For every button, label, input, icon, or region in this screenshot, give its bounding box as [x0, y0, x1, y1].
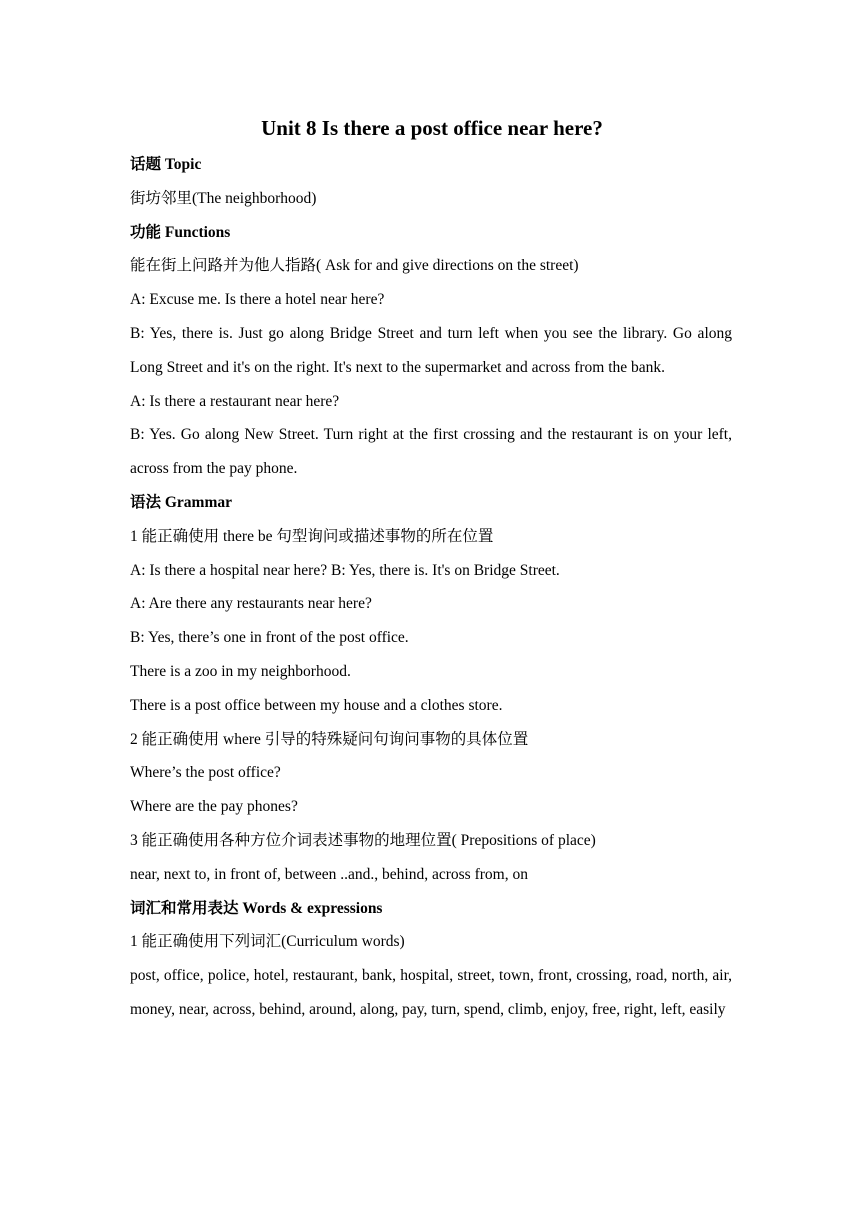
- topic-text: 街坊邻里(The neighborhood): [130, 189, 317, 207]
- grammar-example: Where’s the post office?: [130, 764, 281, 782]
- dialog-line: B: Yes. Go along New Street. Turn right at the first crossing and the restaurant is on your left, across from the pay phone.: [130, 426, 732, 478]
- dialog-line: A: Is there a restaurant near here?: [130, 392, 340, 410]
- grammar-point-3: 3 能正确使用各种方位介词表述事物的地理位置( Prepositions of place): [130, 831, 596, 849]
- grammar-point-1: 1 能正确使用 there be 句型询问或描述事物的所在位置: [130, 527, 494, 545]
- topic-heading: 话题 Topic: [130, 156, 202, 173]
- page-title: Unit 8 Is there a post office near here?: [261, 116, 603, 140]
- grammar-example: There is a zoo in my neighborhood.: [130, 662, 351, 680]
- grammar-example: Where are the pay phones?: [130, 798, 298, 816]
- dialog-line: B: Yes, there is. Just go along Bridge Street and turn left when you see the library. Go along Long Street and it's on the right. It's next to the supermarket and across from the bank.: [130, 324, 732, 376]
- grammar-heading: 语法 Grammar: [130, 493, 233, 511]
- grammar-example: near, next to, in front of, between ..and., behind, across from, on: [130, 865, 528, 883]
- words-point-1: 1 能正确使用下列词汇(Curriculum words): [130, 933, 405, 951]
- grammar-example: There is a post office between my house and a clothes store.: [130, 696, 503, 714]
- grammar-example: A: Is there a hospital near here? B: Yes, there is. It's on Bridge Street.: [130, 561, 560, 579]
- grammar-example: B: Yes, there’s one in front of the post office.: [130, 629, 409, 647]
- functions-intro: 能在街上问路并为他人指路( Ask for and give directions on the street): [130, 257, 579, 275]
- curriculum-word-list: post, office, police, hotel, restaurant, bank, hospital, street, town, front, crossing, road, north, air, money, near, across, behind, around, along, pay, turn, spend, climb, enjoy, free, right, left, easily: [130, 967, 732, 1018]
- functions-heading: 功能 Functions: [130, 223, 231, 241]
- dialog-line: A: Excuse me. Is there a hotel near here?: [130, 291, 385, 309]
- grammar-example: A: Are there any restaurants near here?: [130, 595, 372, 613]
- words-heading: 词汇和常用表达 Words & expressions: [130, 899, 383, 917]
- grammar-point-2: 2 能正确使用 where 引导的特殊疑问句询问事物的具体位置: [130, 730, 529, 748]
